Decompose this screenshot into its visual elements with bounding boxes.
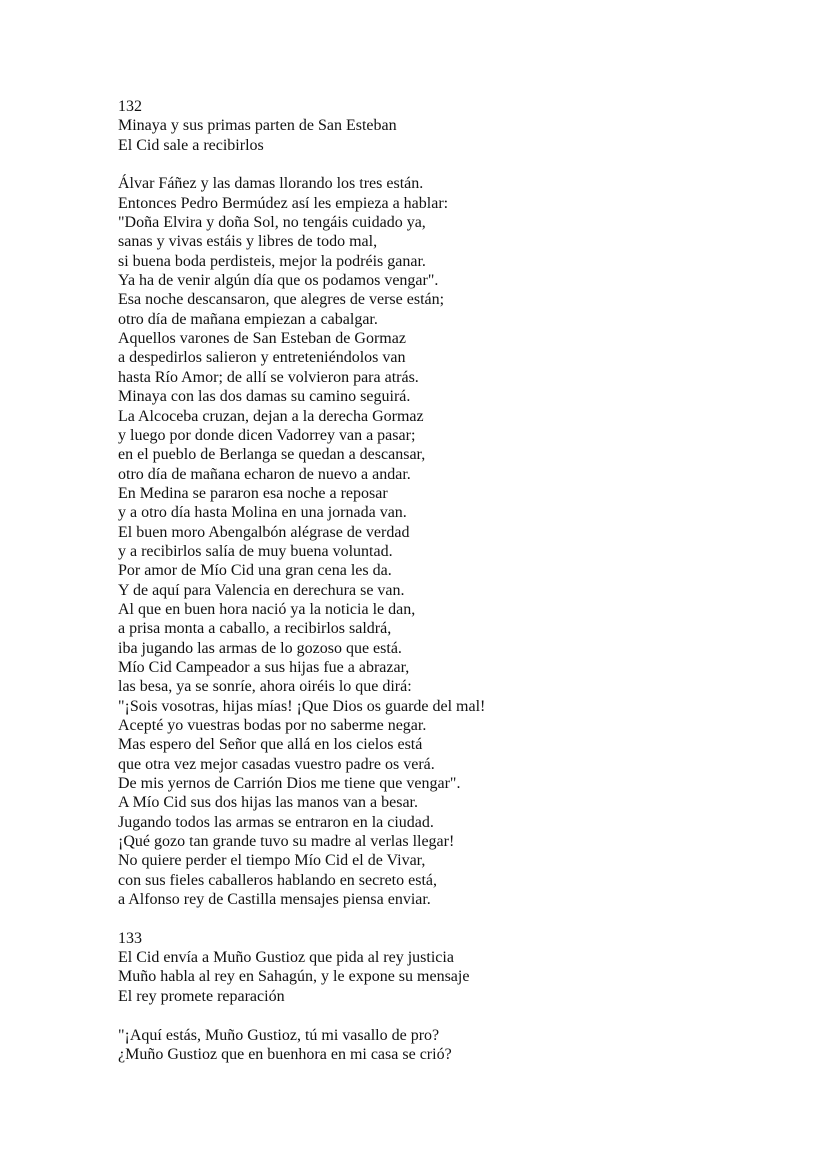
section-133 [118,929,798,1064]
verse-line: en el pueblo de Berlanga se quedan a descansar, [118,446,426,464]
verse-line: Acepté yo vuestras bodas por no saberme negar. [118,717,427,734]
verse-line: sanas y vivas estáis y libres de todo mal, [118,233,378,251]
verse-line: La Alcoceba cruzan, dejan a la derecha Gormaz [118,407,424,425]
section-132 [118,97,798,909]
blank-line [118,1006,798,1025]
verse-line: No quiere perder el tiempo Mío Cid el de Vivar, [118,852,426,870]
verse-line: las besa, ya se sonríe, ahora oiréis lo que dirá: [118,678,412,696]
verse-line: a prisa monta a caballo, a recibirlos saldrá, [118,620,392,638]
verse-line: Al que en buen hora nació ya la noticia le dan, [118,600,416,618]
verse-line: Minaya con las dos damas su camino seguirá. [118,388,411,406]
verse-line: "Doña Elvira y doña Sol, no tengáis cuidado ya, [118,214,426,232]
verse-line: De mis yernos de Carrión Dios me tiene que vengar". [118,775,461,793]
verse-line: Jugando todos las armas se entraron en la ciudad. [118,813,434,831]
verse-line: ¿Muño Gustioz que en buenhora en mi casa se crió? [118,1045,452,1063]
verse-line: Mío Cid Campeador a sus hijas fue a abrazar, [118,658,410,676]
verse-line: Mas espero del Señor que allá en los cielos está [118,736,423,754]
verse-line: "¡Sois vosotras, hijas mías! ¡Que Dios os guarde del mal! [118,697,486,715]
section-heading: El rey promete reparación [118,987,285,1005]
section-heading: Minaya y sus primas parten de San Esteban [118,117,397,135]
verse-line: Y de aquí para Valencia en derechura se van. [118,581,405,599]
verse-line: ¡Qué gozo tan grande tuvo su madre al verlas llegar! [118,833,455,851]
section-heading: Muño habla al rey en Sahagún, y le expone su mensaje [118,968,470,986]
blank-line [118,155,798,174]
verse-line: y a recibirlos salía de muy buena voluntad. [118,542,393,560]
verse-line: Aquellos varones de San Esteban de Gormaz [118,330,406,348]
section-number: 133 [118,929,142,947]
section-number: 132 [118,98,142,115]
verse-line: Por amor de Mío Cid una gran cena les da. [118,562,392,580]
verse-block [118,174,798,909]
verse-line: "¡Aquí estás, Muño Gustioz, tú mi vasallo de pro? [118,1026,440,1044]
section-heading: El Cid envía a Muño Gustioz que pida al rey justicia [118,949,454,967]
verse-line: iba jugando las armas de lo gozoso que está. [118,639,402,657]
verse-line: Álvar Fáñez y las damas llorando los tres están. [118,175,424,193]
verse-line: Ya ha de venir algún día que os podamos vengar". [118,272,439,290]
verse-line: y a otro día hasta Molina en una jornada van. [118,504,407,522]
verse-line: con sus fieles caballeros hablando en secreto está, [118,871,437,889]
verse-line: Entonces Pedro Bermúdez así les empieza a hablar: [118,194,449,212]
verse-line: a Alfonso rey de Castilla mensajes piensa enviar. [118,891,431,909]
document-page [118,97,798,1064]
verse-line: y luego por donde dicen Vadorrey van a pasar; [118,426,416,444]
verse-line: si buena boda perdisteis, mejor la podréis ganar. [118,252,426,270]
verse-line: A Mío Cid sus dos hijas las manos van a besar. [118,794,418,812]
verse-line: Esa noche descansaron, que alegres de verse están; [118,291,445,309]
verse-line: En Medina se pararon esa noche a reposar [118,484,388,502]
verse-block [118,1026,798,1065]
verse-line: a despedirlos salieron y entreteniéndolos van [118,349,406,367]
section-heading: El Cid sale a recibirlos [118,136,264,154]
blank-line [118,909,798,928]
verse-line: hasta Río Amor; de allí se volvieron para atrás. [118,368,419,386]
verse-line: que otra vez mejor casadas vuestro padre os verá. [118,755,435,773]
verse-line: otro día de mañana empiezan a cabalgar. [118,310,378,328]
verse-line: El buen moro Abengalbón alégrase de verdad [118,523,410,541]
verse-line: otro día de mañana echaron de nuevo a andar. [118,465,411,483]
